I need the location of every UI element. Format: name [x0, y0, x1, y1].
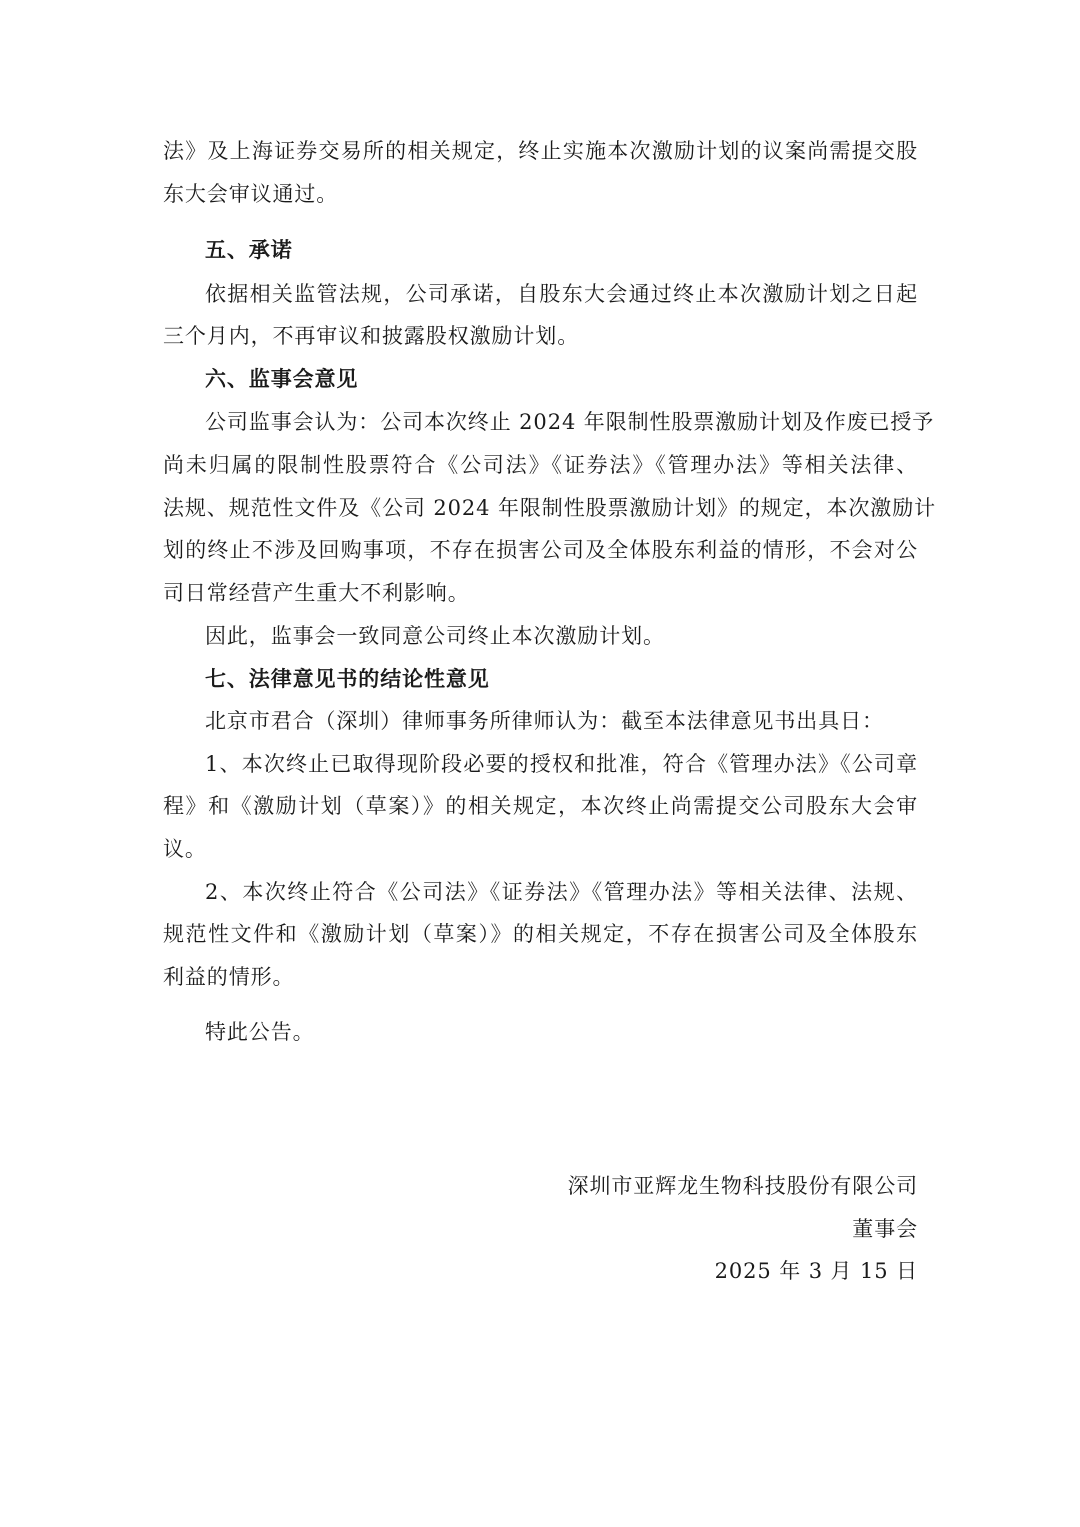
paragraph-line: 程》和《激励计划（草案）》的相关规定，本次终止尚需提交公司股东大会审 — [163, 794, 918, 818]
paragraph-line: 法》及上海证券交易所的相关规定，终止实施本次激励计划的议案尚需提交股 — [163, 139, 918, 163]
section-heading-6: 六、监事会意见 — [205, 366, 359, 391]
paragraph-line: 议。 — [163, 837, 207, 861]
section-heading-7: 七、法律意见书的结论性意见 — [205, 666, 490, 691]
paragraph-line: 尚未归属的限制性股票符合《公司法》《证券法》《管理办法》等相关法律、 — [163, 453, 918, 477]
signature-board: 董事会 — [852, 1217, 918, 1241]
paragraph-line: 北京市君合（深圳）律师事务所律师认为：截至本法律意见书出具日： — [205, 709, 884, 733]
section-heading-5: 五、承诺 — [205, 237, 293, 262]
closing-statement: 特此公告。 — [205, 1020, 315, 1044]
paragraph-line: 法规、规范性文件及《公司 2024 年限制性股票激励计划》的规定，本次激励计 — [163, 496, 936, 520]
signature-company: 深圳市亚辉龙生物科技股份有限公司 — [567, 1174, 918, 1198]
paragraph-line: 依据相关监管法规，公司承诺，自股东大会通过终止本次激励计划之日起 — [205, 282, 918, 306]
paragraph-line: 司日常经营产生重大不利影响。 — [163, 581, 470, 605]
paragraph-line: 公司监事会认为：公司本次终止 2024 年限制性股票激励计划及作废已授予 — [205, 410, 935, 434]
paragraph-line: 1、本次终止已取得现阶段必要的授权和批准，符合《管理办法》《公司章 — [205, 752, 918, 776]
paragraph-line: 利益的情形。 — [163, 965, 295, 989]
signature-date: 2025 年 3 月 15 日 — [714, 1259, 918, 1283]
paragraph-line: 三个月内，不再审议和披露股权激励计划。 — [163, 324, 580, 348]
paragraph-line: 规范性文件和《激励计划（草案）》的相关规定，不存在损害公司及全体股东 — [163, 922, 918, 946]
document-page — [163, 0, 936, 1527]
paragraph-line: 因此，监事会一致同意公司终止本次激励计划。 — [205, 624, 665, 648]
paragraph-line: 划的终止不涉及回购事项，不存在损害公司及全体股东利益的情形，不会对公 — [163, 538, 918, 562]
paragraph-line: 2、本次终止符合《公司法》《证券法》《管理办法》等相关法律、法规、 — [205, 880, 918, 904]
paragraph-line: 东大会审议通过。 — [163, 182, 339, 206]
